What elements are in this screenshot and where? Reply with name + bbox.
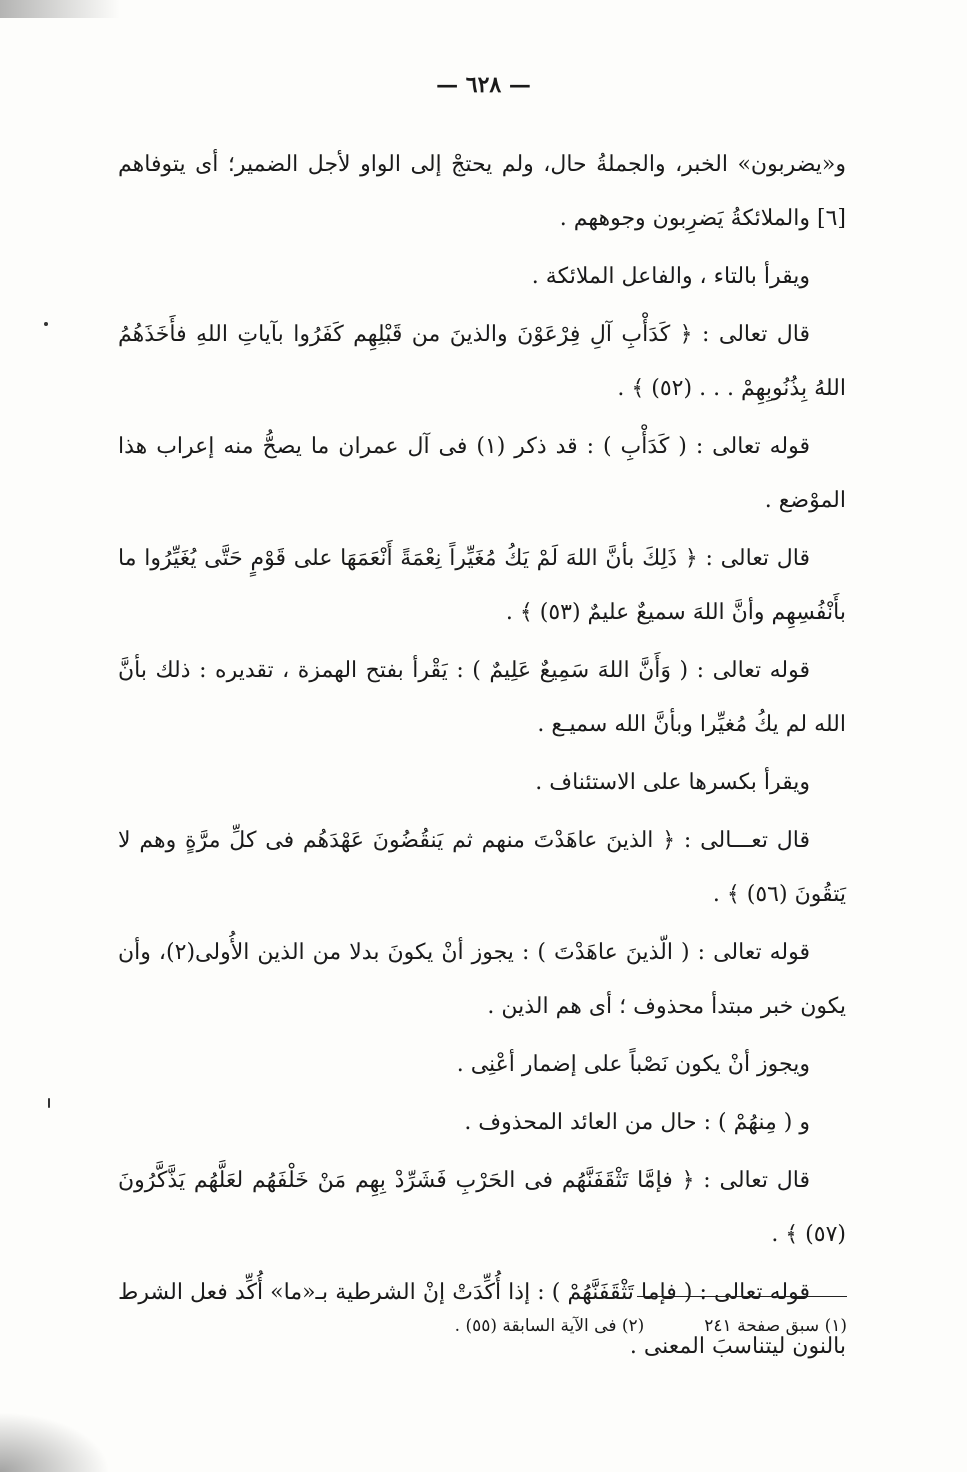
paragraph: ويقرأ بالتاء ، والفاعل الملائكة . [531,264,810,289]
quran-verse-paragraph: قال تعالى : ﴿ كَدَأْبِ آلِ فِرْعَوْنَ والذينَ من قَبْلِهِم كَفَرُوا بآياتِ اللهِ فأَخَذَهُمُ اللهُ بِذُنُوبِهِمْ . . . (٥٢) ﴾ . [118,322,846,401]
paragraph: قوله تعالى : ( كَدَأْبِ ) : قد ذكر (١) فى آل عمران ما يصحُّ منه إعراب هذا الموْضع . [118,434,846,513]
scan-shadow-bottom-left [0,1412,110,1472]
scan-speck [44,322,48,326]
paragraph: قوله تعالى : ( الّذينَ عاهَدْتَ ) : يجوز أنْ يكونَ بدلا من الذين الأُولى(٢)، وأن يكون خبر مبتدأ محذوف ؛ أى هم الذين . [118,940,846,1019]
scan-shadow-top-left [0,0,120,18]
paragraph: ويقرأ بكسرها على الاستئناف . [535,770,810,795]
paragraph: قوله تعالى : ( فإما تَثْقَفَنَّهُمْ ) : إذا أُكِّدَتْ إنْ الشرطية بـ«ما» أُكِّد فعل الشرط بالنون ليتناسبَ المعنى . [118,1280,846,1359]
quran-verse-paragraph: قال تعـــالى : ﴿ الذينَ عاهَدْتَ منهم ثم يَنقُضُونَ عَهْدَهُم فى كلِّ مرَّةٍ وهم لا يَتقُونَ (٥٦) ﴾ . [118,828,846,907]
footnote-divider [637,1296,847,1297]
scan-speck [48,1098,50,1108]
footnote-1: (١) سبق صفحة ٢٤١ [704,1316,847,1336]
paragraph: و«يضربون» الخبر، والجملةُ حال، ولم يحتجْ إلى الواو لأجل الضمير؛ أى يتوفاهم [٦] والملائكةُ يَضرِبون وجوههم . [118,152,846,231]
page-body [118,138,846,1378]
page-number: — ٦٢٨ — [436,72,531,98]
footnotes [119,1316,847,1336]
paragraph: ويجوز أنْ يكون نَصْباً على إضمار أعْنِى . [456,1052,810,1077]
quran-verse-paragraph: قال تعالى : ﴿ ذَلِكَ بأنَّ اللهَ لَمْ يَكُ مُغَيِّراً نِعْمَةً أَنْعَمَهَا على قَوْمٍ حَتَّى يُغَيِّرُوا ما بأَنْفُسِهِم وأنَّ اللهَ سميعٌ عليمٌ (٥٣) ﴾ . [118,546,846,625]
footnote-2: (٢) فى الآية السابقة (٥٥) . [454,1316,645,1336]
paragraph: و ( مِنهُمْ ) : حال من العائد المحذوف . [464,1110,810,1135]
quran-verse-paragraph: قال تعالى : ﴿ فإمَّا تَثْقَفَنَّهُم فى الحَرْبِ فَشَرِّدْ بِهِم مَنْ خَلْفَهُم لعَلَّهُم يَذَّكَّرُونَ (٥٧) ﴾ . [118,1168,846,1247]
paragraph: قوله تعالى : ( وَأَنَّ اللهَ سَمِيعٌ عَلِيمٌ ) : يَقْرأ بفتح الهمزة ، تقديره : ذلك بأنَّ الله لم يكُ مُغيِّرا وبأنَّ الله سميـع . [118,658,846,737]
